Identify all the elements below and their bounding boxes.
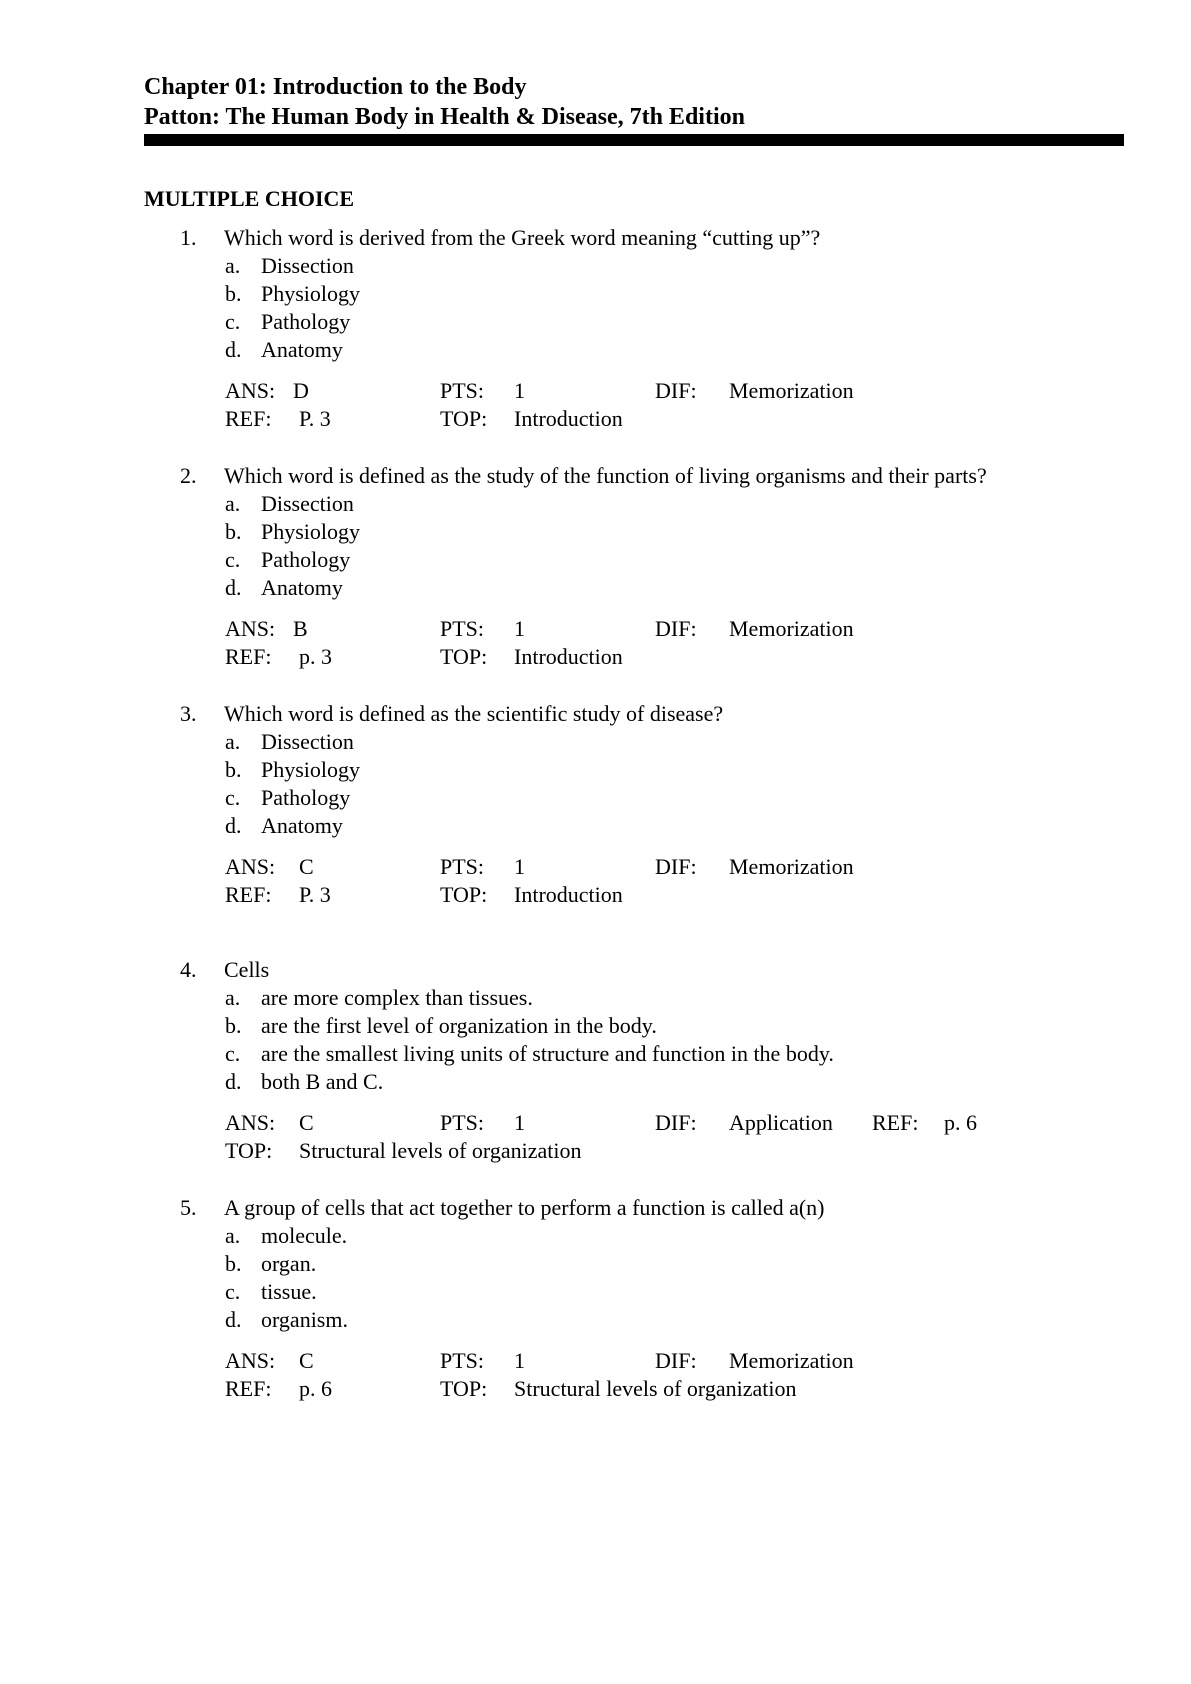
ref-label: REF: [225,406,272,431]
option-a [144,984,1094,1012]
ref-label: REF: [225,1376,272,1401]
question-stem: Cells [224,957,270,982]
pts-value: 1 [514,1110,525,1135]
ans-label: ANS: [225,1348,276,1373]
ref-value: p. 6 [299,1376,332,1401]
option-b [144,1012,1094,1040]
option-text: both B and C. [261,1069,384,1094]
option-c [144,1040,1094,1068]
ans-value: C [299,1348,314,1373]
option-text: organ. [261,1251,317,1276]
question-line [144,700,1094,728]
header-rule [144,134,1124,146]
top-value: Introduction [514,644,623,669]
option-letter: a. [225,729,241,754]
pts-label: PTS: [440,854,485,879]
option-letter: a. [225,253,241,278]
answer-metadata [144,377,1094,433]
ans-value: D [293,378,309,403]
option-letter: d. [225,1307,242,1332]
question-line [144,224,1094,252]
ref-value: P. 3 [299,882,331,907]
question-line [144,956,1094,984]
option-text: Physiology [261,519,361,544]
ref-label: REF: [872,1110,919,1135]
dif-label: DIF: [655,1348,697,1373]
ref-value: p. 3 [299,644,332,669]
option-letter: b. [225,281,242,306]
option-text: are more complex than tissues. [261,985,533,1010]
ref-label: REF: [225,644,272,669]
option-text: molecule. [261,1223,348,1248]
top-label: TOP: [440,1376,488,1401]
ans-value: C [299,854,314,879]
ref-value: P. 3 [299,406,331,431]
question-stem: Which word is defined as the scientific study of disease? [224,701,724,726]
pts-label: PTS: [440,1348,485,1373]
option-letter: b. [225,519,242,544]
option-text: Physiology [261,281,361,306]
option-letter: b. [225,757,242,782]
dif-label: DIF: [655,854,697,879]
option-text: organism. [261,1307,348,1332]
ans-label: ANS: [225,1110,276,1135]
option-text: are the first level of organization in the body. [261,1013,657,1038]
pts-label: PTS: [440,1110,485,1135]
ans-value: C [299,1110,314,1135]
option-c [144,1278,1094,1306]
option-d [144,1306,1094,1334]
option-letter: c. [225,1279,241,1304]
pts-value: 1 [514,616,525,641]
question-line [144,1194,1094,1222]
ref-label: REF: [225,882,272,907]
chapter-title: Chapter 01: Introduction to the Body [144,74,527,100]
top-label: TOP: [225,1138,273,1163]
page-header [144,72,1124,146]
pts-label: PTS: [440,616,485,641]
dif-value: Application [729,1110,833,1135]
dif-label: DIF: [655,1110,697,1135]
option-c [144,784,1094,812]
ans-value: B [293,616,308,641]
option-text: tissue. [261,1279,317,1304]
option-letter: d. [225,575,242,600]
option-c [144,308,1094,336]
answer-metadata [144,1109,1094,1165]
option-text: Dissection [261,491,354,516]
option-text: Anatomy [261,575,343,600]
dif-value: Memorization [729,1348,854,1373]
option-a [144,490,1094,518]
question-stem: Which word is defined as the study of the function of living organisms and their parts? [224,463,987,488]
question-number: 3. [180,701,197,726]
question-4 [144,956,1094,1165]
question-number: 1. [180,225,197,250]
question-3 [144,700,1094,909]
pts-value: 1 [514,378,525,403]
top-value: Structural levels of organization [299,1138,582,1163]
option-letter: d. [225,1069,242,1094]
pts-value: 1 [514,1348,525,1373]
question-number: 2. [180,463,197,488]
ans-label: ANS: [225,854,276,879]
option-letter: c. [225,785,241,810]
question-2 [144,462,1094,671]
answer-metadata [144,615,1094,671]
question-stem: Which word is derived from the Greek word meaning “cutting up”? [224,225,821,250]
section-heading: MULTIPLE CHOICE [144,186,355,211]
option-b [144,756,1094,784]
option-text: Pathology [261,309,351,334]
question-line [144,462,1094,490]
top-label: TOP: [440,406,488,431]
option-a [144,728,1094,756]
pts-label: PTS: [440,378,485,403]
option-letter: b. [225,1251,242,1276]
question-number: 5. [180,1195,197,1220]
option-letter: c. [225,1041,241,1066]
ref-value: p. 6 [944,1110,977,1135]
option-d [144,574,1094,602]
option-d [144,1068,1094,1096]
option-d [144,336,1094,364]
option-text: Pathology [261,547,351,572]
top-label: TOP: [440,882,488,907]
option-letter: b. [225,1013,242,1038]
book-title: Patton: The Human Body in Health & Disease, 7th Edition [144,104,745,130]
dif-label: DIF: [655,616,697,641]
option-letter: c. [225,547,241,572]
option-b [144,280,1094,308]
option-text: Anatomy [261,813,343,838]
answer-metadata [144,1347,1094,1403]
dif-label: DIF: [655,378,697,403]
question-5 [144,1194,1094,1403]
option-letter: a. [225,1223,241,1248]
option-text: Pathology [261,785,351,810]
dif-value: Memorization [729,378,854,403]
pts-value: 1 [514,854,525,879]
option-a [144,252,1094,280]
option-letter: a. [225,491,241,516]
top-label: TOP: [440,644,488,669]
option-text: Dissection [261,253,354,278]
option-text: Physiology [261,757,361,782]
dif-value: Memorization [729,854,854,879]
option-letter: c. [225,309,241,334]
option-text: Dissection [261,729,354,754]
top-value: Structural levels of organization [514,1376,797,1401]
ans-label: ANS: [225,378,276,403]
option-d [144,812,1094,840]
option-a [144,1222,1094,1250]
answer-metadata [144,853,1094,909]
option-text: Anatomy [261,337,343,362]
option-letter: a. [225,985,241,1010]
question-stem: A group of cells that act together to perform a function is called a(n) [224,1195,825,1220]
option-b [144,518,1094,546]
question-number: 4. [180,957,197,982]
top-value: Introduction [514,882,623,907]
question-1 [144,224,1094,433]
option-letter: d. [225,813,242,838]
ans-label: ANS: [225,616,276,641]
option-c [144,546,1094,574]
option-letter: d. [225,337,242,362]
top-value: Introduction [514,406,623,431]
dif-value: Memorization [729,616,854,641]
option-text: are the smallest living units of structure and function in the body. [261,1041,834,1066]
option-b [144,1250,1094,1278]
